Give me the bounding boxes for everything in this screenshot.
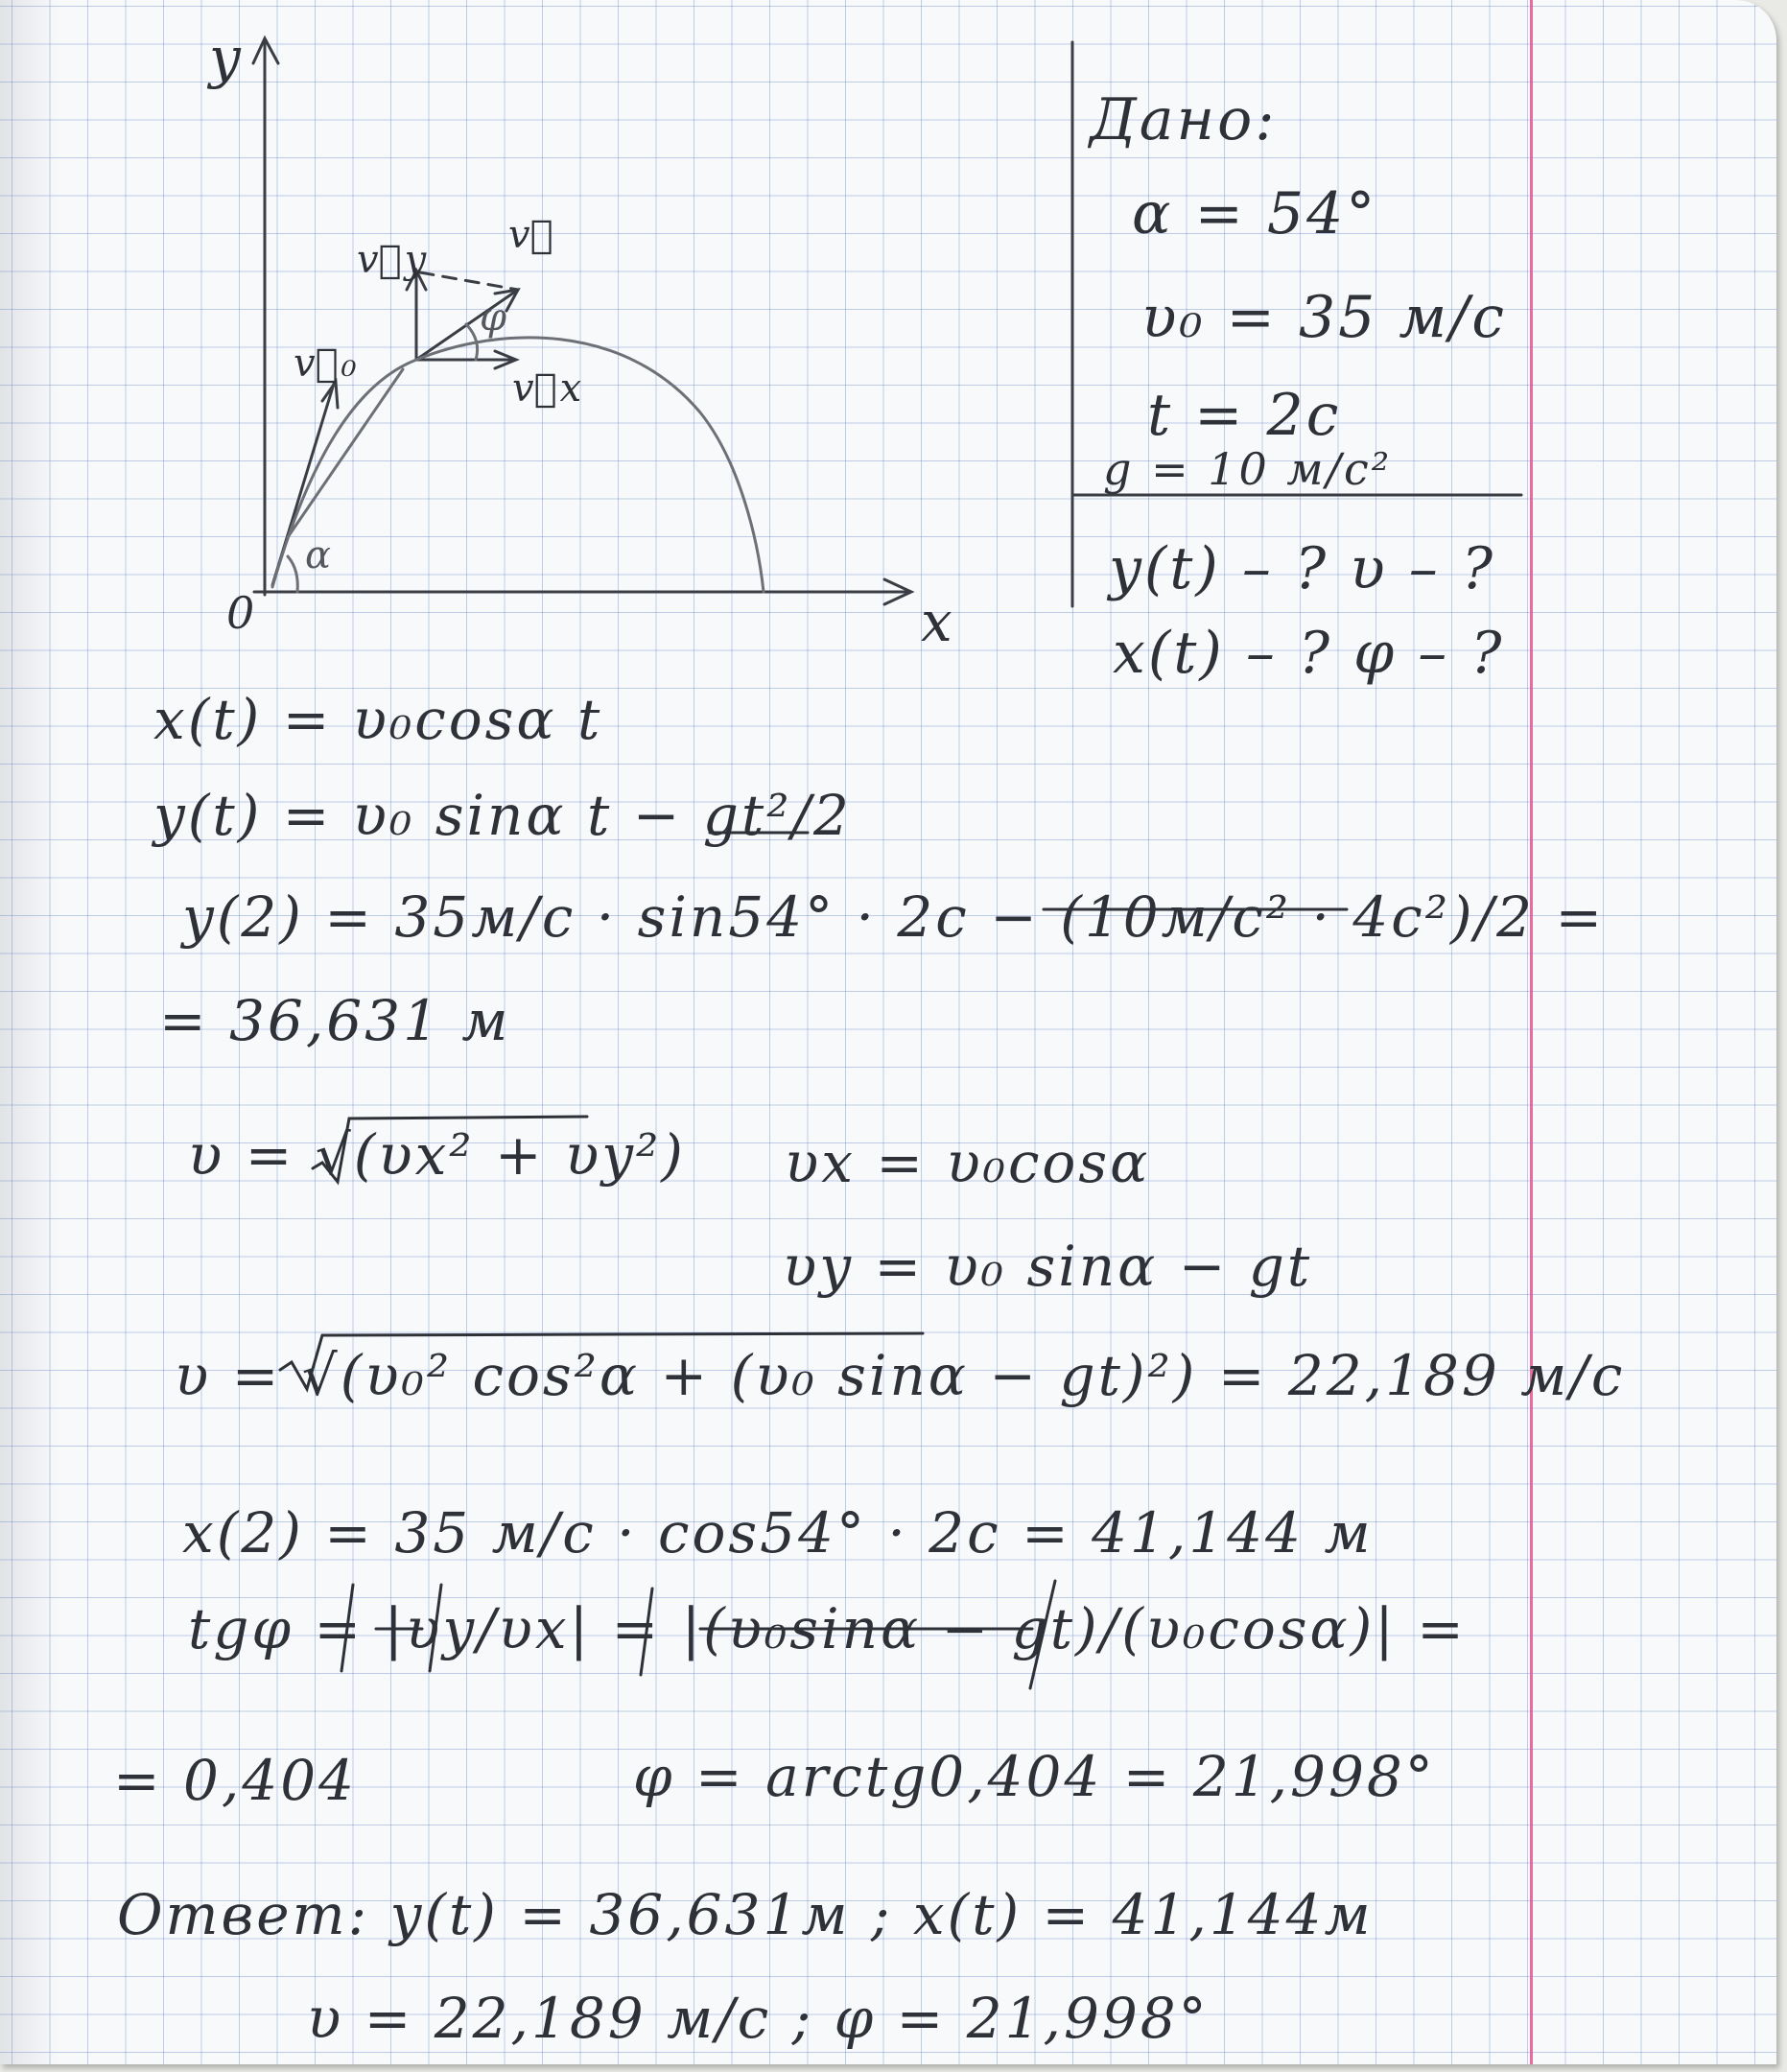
eq-vy: υy = υ₀ sinα − gt bbox=[783, 1234, 1313, 1299]
answer-line-2: υ = 22,189 м/с ; φ = 21,998° bbox=[307, 1986, 1210, 2051]
given-alpha: α = 54° bbox=[1132, 180, 1378, 247]
eq-v-general: υ = √(υx² + υy²) bbox=[188, 1122, 686, 1188]
given-t: t = 2с bbox=[1147, 382, 1342, 449]
eq-v-result: υ = √(υ₀² cos²α + (υ₀ sinα − gt)²) = 22,189 м/с bbox=[175, 1343, 1626, 1408]
y-axis-label: y bbox=[209, 25, 244, 90]
v-label: v⃗ bbox=[508, 213, 556, 257]
tangent-line bbox=[288, 369, 403, 537]
eq-tg-result: = 0,404 bbox=[113, 1748, 358, 1813]
eq-x-2: x(2) = 35 м/с · cos54° · 2с = 41,144 м bbox=[182, 1500, 1374, 1566]
eq-x-of-t: x(t) = υ₀cosα t bbox=[153, 687, 603, 752]
given-v0: υ₀ = 35 м/с bbox=[1141, 284, 1507, 351]
eq-y-2-result: = 36,631 м bbox=[159, 988, 511, 1053]
vy-label: v⃗y bbox=[357, 238, 430, 282]
answer-line-1: Ответ: y(t) = 36,631м ; x(t) = 41,144м bbox=[117, 1882, 1374, 1947]
v0-label: v⃗₀ bbox=[294, 341, 360, 386]
given-title: Дано: bbox=[1090, 86, 1278, 153]
eq-tg-phi: tgφ = |υy/υx| = |(υ₀sinα − gt)/(υ₀cosα)| = bbox=[188, 1596, 1467, 1661]
phi-label: φ bbox=[480, 295, 510, 340]
eq-phi: φ = arctg0,404 = 21,998° bbox=[633, 1744, 1436, 1809]
x-axis-label: x bbox=[921, 589, 955, 654]
eq-vx: υx = υ₀cosα bbox=[785, 1130, 1151, 1195]
eq-y-of-t: y(t) = υ₀ sinα t − gt²/2 bbox=[153, 783, 852, 848]
given-g: g = 10 м/с² bbox=[1103, 443, 1393, 495]
unknowns-line-1: y(t) – ? υ – ? bbox=[1109, 535, 1495, 602]
projection-dashed bbox=[420, 272, 518, 290]
alpha-label: α bbox=[305, 533, 335, 577]
origin-label: 0 bbox=[226, 587, 258, 639]
eq-y-2: y(2) = 35м/с · sin54° · 2с − (10м/с² · 4с²)/2 = bbox=[182, 884, 1606, 950]
vx-label: v⃗x bbox=[512, 366, 585, 411]
alpha-arc bbox=[288, 556, 297, 592]
unknowns-line-2: x(t) – ? φ – ? bbox=[1113, 620, 1505, 687]
